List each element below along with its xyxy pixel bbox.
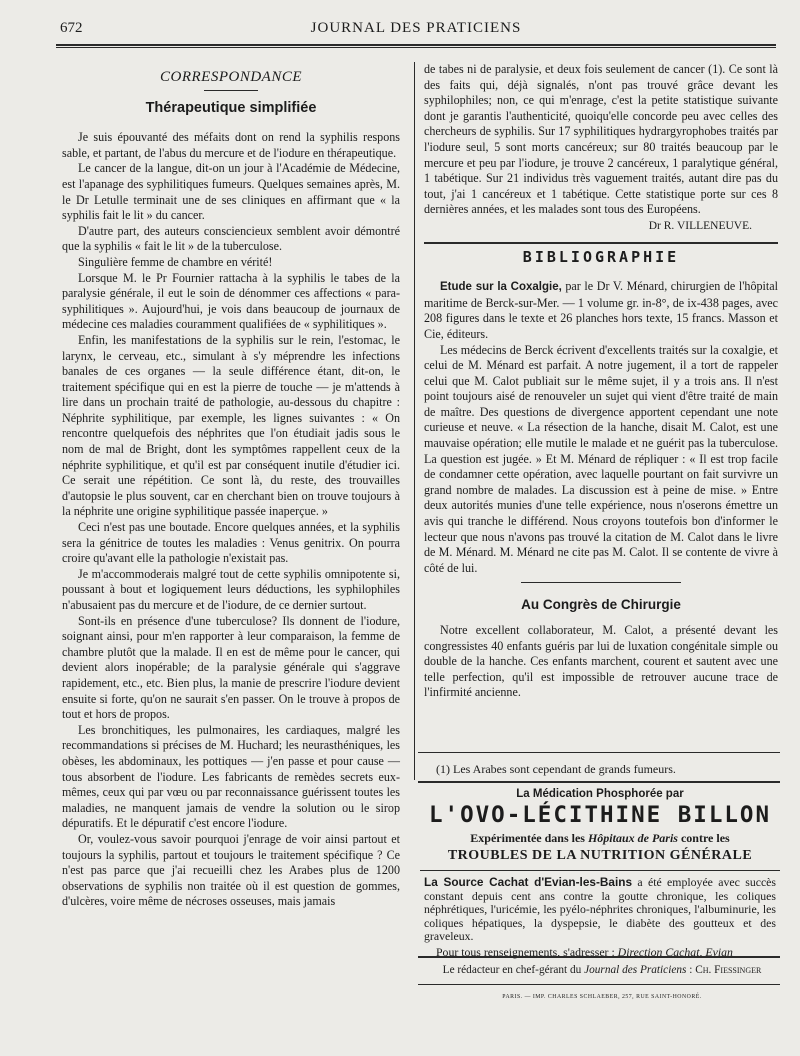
- section-rule: [204, 90, 258, 91]
- paragraph: Singulière femme de chambre en vérité!: [78, 254, 273, 269]
- editor-journal: Journal des Praticiens: [584, 964, 687, 976]
- ad-headline: TROUBLES DE LA NUTRITION GÉNÉRALE: [447, 848, 753, 863]
- paragraph: D'autre part, des auteurs consciencieux semblent avoir démontré que la syphilis « fait le lit » de la tuberculose.: [62, 223, 400, 254]
- paragraph: Ceci n'est pas une boutade. Encore quelques années, et la syphilis sera la génitrice de toutes les maladies : Venus genitrix. On pourra croire qu'avant elle la pathologie n'existait pas.: [62, 520, 400, 566]
- footnote-rule: [418, 752, 780, 753]
- ad-source-text: a été employée avec succès constant depuis cent ans contre la goutte chronique, les coliques néphrétiques, l'uricémie, les pyélo-néphrites chroniques, l'albuminurie, les coliques hépatiques, la dyspepsie, le diabète des goutteux et des graveleux.: [424, 875, 777, 944]
- ad-top-rule: [418, 781, 780, 783]
- page-number: 672: [60, 20, 83, 36]
- column-divider: [414, 62, 415, 780]
- editor-name: : Ch. Fiessinger: [686, 964, 762, 976]
- ad-source-name: La Source Cachat d'Evian-les-Bains: [424, 875, 633, 889]
- congres-paragraph: Notre excellent collaborateur, M. Calot, a présenté devant les congressistes 40 enfants guéris par lui de luxation congénitale simple ou double de la hanche. Ces enfants marchent, courent et sautent avec une telle perfection, qu'il est impossible de retrouver aucune trace de l'infirmité ancienne.: [424, 623, 778, 700]
- ad-contact-pre: Pour tous renseignements, s'adresser :: [436, 944, 618, 959]
- header-rule: [56, 44, 776, 46]
- header-rule-thin: [56, 47, 776, 48]
- section-title: CORRESPONDANCE: [160, 69, 302, 85]
- continuation-paragraph: de tabes ni de paralysie, et deux fois seulement de cancer (1). Ce sont là des faits qui, déjà signalés, n'ont pas trouvé grâce devant les syphilophiles; non, ce qui m'enrage, c'est la petite statistique suivante dont je garantis l'authenticité, quoiqu'elle concorde peu avec celles des chercheurs de syphilis. Sur 17 syphilitiques hydrargyrophobes traités par l'iodure seul, 5 sont morts cancéreux; sur 80 traités beaucoup par le mercure et peu par l'iodure, je trouve 2 cancéreux, 1 paralytique général, 1 tabétique. Sur 21 individus très vaguement traités, autant dire pas du tout, j'ai 1 cancéreux et 1 tabétique. Cette statistique porte sur ces 8 dernières années, et les malades sont tous des Européens.: [424, 62, 778, 217]
- ad-top-line: La Médication Phosphorée par: [516, 788, 684, 800]
- ad-subtitle: [420, 831, 780, 846]
- congres-title: Au Congrès de Chirurgie: [521, 597, 681, 613]
- printer-line: PARIS. — IMP. CHARLES SCHLAEBER, 257, RUE SAINT-HONORÉ.: [502, 994, 702, 1000]
- paragraph: Enfin, les manifestations de la syphilis sur le rein, l'estomac, le larynx, le cerveau, etc., simulant à s'y méprendre les infections banales de ces organes — la seule différence étant, dit-on, le traitement spécifique qui en est la pierre de touche — je m'attends à lire dans un prochain traité de pathologie, au-dessous du chapitre : Néphrite syphilitique, par exemple, les lignes suivantes : « On rencontre quelquefois des néphrites que l'on étudiait jadis sous le nom de mal de Bright, dont les symptômes rappellent ceux de la néphrite syphilitique, et qu'il est par conséquent inutile d'étudier ici. Ce serait une répétition. Ce sont là, du reste, des trouvailles d'autopsie le plus souvent, car en cherchant bien on trouve toujours à la néphrite une origine syphilitique passée inaperçue. »: [62, 332, 400, 519]
- footer-rule: [418, 984, 780, 985]
- paragraph: Les bronchitiques, les pulmonaires, les cardiaques, malgré les recommandations si précises de M. Huchard; les neurasthéniques, les obèses, les abdominaux, les pottiques — j'en passe et pour cause — tous absorbent de l'iodure. Les fabricants de remèdes secrets eux-mêmes, ceux qui par vœu ou par reconnaissance guérissent toutes les maladies, ne manquent jamais de vendre la solution ou le sirop dépuratifs. Et le dépuratif c'est encore l'iodure.: [62, 722, 400, 831]
- paragraph: Je m'accommoderais malgré tout de cette syphilis omnipotente si, poussant à bout et logiquement leurs déductions, les syphilophiles n'abusaient pas du mercure et de l'iodure, de ce dernier surtout.: [62, 566, 400, 612]
- editor-pre: Le rédacteur en chef-gérant du: [442, 964, 585, 976]
- book-title: Etude sur la Coxalgie,: [440, 281, 562, 294]
- paragraph: Lorsque M. le Pr Fournier rattacha à la syphilis le tabes de la paralysie générale, il eut le soin de dénommer ces affections « para-syphilitiques ». Aujourd'hui, je vois dans beaucoup de journaux de médecine ces maladies couramment qualifiées de « syphilitiques ».: [62, 270, 400, 332]
- bibliography-title: BIBLIOGRAPHIE: [522, 247, 680, 266]
- paragraph: Sont-ils en présence d'une tuberculose? Ils donnent de l'iodure, soignant ainsi, pour m'en rapporter à leur comparaison, la femme de chambre plutôt que la malade. Il en est de même pour le cancer, qui devient alors inopérable; de la paralysie générale qui s'aggrave rapidement, etc., etc. Bien plus, la manie de prescrire l'iodure devient ensuite si forte, qu'on ne saurait s'en passer. On le trouve à propos de tout et hors de propos.: [62, 613, 400, 722]
- editor-line: [424, 964, 780, 976]
- journal-title: JOURNAL DES PRATICIENS: [310, 20, 522, 36]
- bibliography-rule: [424, 242, 778, 244]
- book-review: Les médecins de Berck écrivent d'excellents traités sur la coxalgie, et celui de M. Ménard est parfait. A notre jugement, il a tort de rappeler celui que M. Calot publiait sur le même sujet, il y a trois ans. Il n'est point toujours aisé de renouveler un sujet qui vient d'être traité de main de maître. Des questions de divergence apportent cependant une note curieuse et neuve. « La résection de la hanche, disait M. Calot, est une mauvaise opération; elle mutile le malade et ne guérit pas la tuberculose. La question est jugée. » Et M. Ménard de répliquer : « Il est trop facile de condamner cette opération, avec laquelle pourtant on fait survivre un grand nombre de malades. La discussion est à peine de mise. » Entre deux autorités munies d'une telle expérience, nous n'oserons émettre un avis qui tranche le différend. Nous croyons toutefois bon d'informer le lecteur que nous n'avons pas trouvé la citation de M. Calot dans le livre de M. Ménard. M. Ménard ne cite pas M. Calot. Il se contente de vivre à côté de lui.: [424, 342, 778, 575]
- paragraph: Le cancer de la langue, dit-on un jour à l'Académie de Médecine, est l'apanage des syphilitiques fumeurs. Quelques semaines après, M. le Dr Letulle terminait une de ses cliniques en affirmant que « la syphilis fait le lit » du cancer.: [62, 161, 400, 223]
- left-column: [62, 66, 400, 910]
- book-entry: [424, 279, 778, 342]
- ad-bottom-rule: [418, 956, 780, 958]
- review-end-rule: [521, 582, 681, 583]
- book-details: par le Dr V. Ménard, chirurgien de l'hôpital maritime de Berck-sur-Mer. — 1 volume gr. in-8°, de ix-438 pages, avec 208 figures dans le texte et 26 planches hors texte, 15 francs. Masson et Cie, éditeurs.: [424, 279, 778, 341]
- advertisement: [420, 788, 780, 960]
- ad-divider: [420, 870, 780, 871]
- ad-source-paragraph: [420, 876, 780, 944]
- ad-subtitle-pre: Expérimentée dans les: [470, 831, 588, 845]
- ad-brand: L'OVO-LÉCITHINE BILLON: [428, 802, 771, 828]
- right-column: [424, 62, 778, 701]
- ad-subtitle-italic: Hôpitaux de Paris: [587, 831, 678, 845]
- paragraph: Je suis épouvanté des méfaits dont on rend la syphilis respons sable, et partant, de l'abus du mercure et de l'iodure en thérapeutique.: [62, 130, 400, 160]
- ad-subtitle-post: contre les: [677, 831, 730, 845]
- signature: Dr R. VILLENEUVE.: [648, 219, 752, 232]
- paragraph: Or, voulez-vous savoir pourquoi j'enrage de voir ainsi partout et toujours la syphilis, partout et toujours le traitement spécifique ? Ce n'est pas parce que j'ai recueilli chez les Arabes plus de 1200 observations de syphilis non traitée où il est question de gommes, d'ulcères, voire même de nécroses osseuses, mais jamais: [62, 831, 400, 909]
- article-title: Thérapeutique simplifiée: [145, 99, 317, 116]
- footnote: (1) Les Arabes sont cependant de grands fumeurs.: [436, 762, 676, 776]
- ad-contact-italic: Direction Cachat, Evian: [617, 944, 733, 959]
- running-head: [60, 18, 772, 44]
